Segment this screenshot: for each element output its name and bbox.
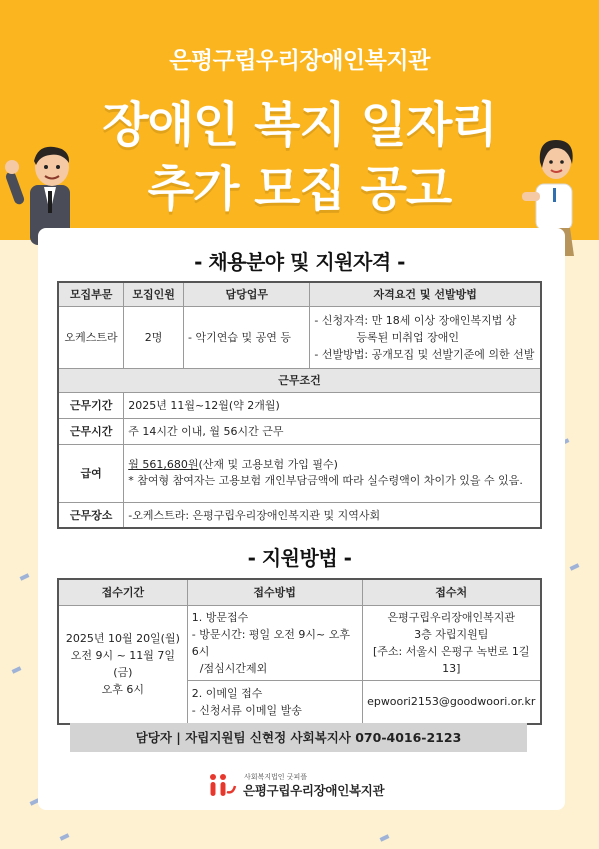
application-table xyxy=(57,578,542,725)
conditions-header-row xyxy=(58,368,541,392)
table-row xyxy=(58,444,541,502)
confetti xyxy=(380,834,390,841)
duty-cell: - 악기연습 및 공연 등 xyxy=(184,306,310,368)
place-label: 근무장소 xyxy=(58,502,124,528)
method-detail: - 방문시간: 평일 오전 9시~ 오후 6시 xyxy=(191,627,350,658)
method-detail: - 신청서류 이메일 발송 xyxy=(191,703,302,717)
recruitment-table xyxy=(57,281,542,529)
pay-note: (산재 및 고용보험 가입 필수) xyxy=(198,458,338,471)
count-cell: 2명 xyxy=(124,306,184,368)
section-heading-recruitment: - 채용분야 및 지원자격 - xyxy=(194,250,405,274)
main-title-line2: 추가 모집 공고 xyxy=(147,161,452,217)
place-line: 은평구립우리장애인복지관 xyxy=(387,610,515,624)
column-header: 담당업무 xyxy=(184,282,310,306)
confetti xyxy=(60,833,70,840)
footer-parent-org: 사회복지법인 굿피플 xyxy=(244,773,308,781)
pay-amount: 월 561,680원 xyxy=(128,458,199,471)
column-header: 접수기간 xyxy=(58,579,187,605)
pay-notice: * 참여형 참여자는 고용보험 개인부담금액에 따라 실수령액이 차이가 있을 수 있음. xyxy=(128,474,523,487)
period-label: 근무기간 xyxy=(58,392,124,418)
period-line: 오후 6시 xyxy=(101,683,145,697)
conditions-header: 근무조건 xyxy=(58,368,541,392)
place-address: [주소: 서울시 은평구 녹번로 1길 13] xyxy=(373,644,530,675)
column-header: 접수처 xyxy=(362,579,541,605)
period-line: 2025년 10월 20일(월) xyxy=(65,632,180,646)
method-title: 2. 이메일 접수 xyxy=(191,686,263,700)
table-row xyxy=(58,306,541,368)
organization-logo-icon xyxy=(207,772,237,798)
period-cell xyxy=(58,605,187,724)
qualification-line: - 신청자격: 만 18세 이상 장애인복지법 상 xyxy=(314,313,517,327)
selection-line: - 선발방법: 공개모집 및 선발기준에 의한 선발 xyxy=(314,347,535,361)
footer-org-name: 은평구립우리장애인복지관 xyxy=(243,783,385,798)
period-value: 2025년 11월~12월(약 2개월) xyxy=(124,392,541,418)
pay-label: 급여 xyxy=(58,444,124,502)
field-cell: 오케스트라 xyxy=(58,306,124,368)
confetti xyxy=(20,573,30,580)
pay-value xyxy=(124,444,541,502)
section-heading-apply: - 지원방법 - xyxy=(247,546,352,570)
place-value: -오케스트라: 은평구립우리장애인복지관 및 지역사회 xyxy=(124,502,541,528)
email-address[interactable]: epwoori2153@goodwoori.or.kr xyxy=(362,680,541,724)
column-header: 자격요건 및 선발방법 xyxy=(310,282,541,306)
table-row xyxy=(58,605,541,680)
table-row xyxy=(58,418,541,444)
qualification-cell xyxy=(310,306,541,368)
table-header-row xyxy=(58,282,541,306)
table-row xyxy=(58,392,541,418)
confetti xyxy=(12,666,22,673)
column-header: 접수방법 xyxy=(187,579,362,605)
table-header-row xyxy=(58,579,541,605)
qualification-line: 등록된 미취업 장애인 xyxy=(356,330,460,344)
column-header: 모집부문 xyxy=(58,282,124,306)
method-detail: /점심시간제외 xyxy=(199,661,268,675)
method-visit-cell xyxy=(187,605,362,680)
place-line: 3층 자립지원팀 xyxy=(414,627,489,641)
org-title: 은평구립우리장애인복지관 xyxy=(169,48,430,74)
hours-label: 근무시간 xyxy=(58,418,124,444)
place-visit-cell xyxy=(362,605,541,680)
column-header: 모집인원 xyxy=(124,282,184,306)
contact-bar: 담당자 | 자립지원팀 신현정 사회복지사 070-4016-2123 xyxy=(70,723,527,752)
method-title: 1. 방문접수 xyxy=(191,610,249,624)
period-line: 오전 9시 ~ 11월 7일 (금) xyxy=(70,649,176,680)
hours-value: 주 14시간 이내, 월 56시간 근무 xyxy=(124,418,541,444)
main-title-line1: 장애인 복지 일자리 xyxy=(102,97,497,153)
table-row xyxy=(58,502,541,528)
method-email-cell xyxy=(187,680,362,724)
